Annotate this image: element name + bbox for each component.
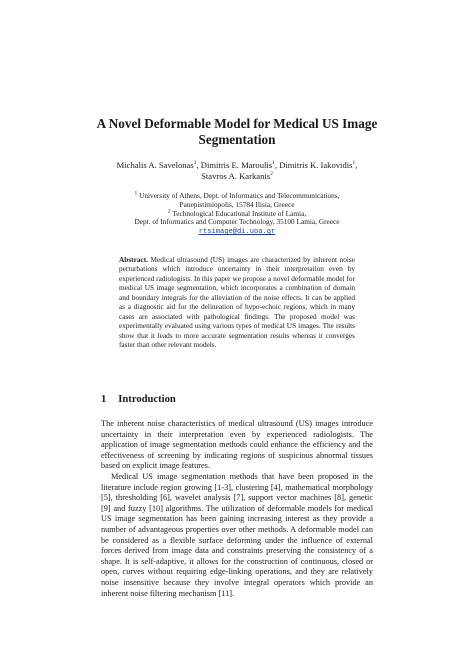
contact-email-link[interactable]: rtsimage@di.uoa.gr [198, 228, 276, 237]
section-heading [101, 394, 176, 405]
affiliation-2-line-1: Technological Educational Institute of Lamia, [172, 208, 307, 218]
author-name: Dimitris K. Iakovidis [279, 160, 353, 170]
affiliation-2-line-2: Dept. of Informatics and Computer Technology, 35100 Lamia, Greece [134, 217, 340, 227]
abstract-text: Medical ultrasound (US) images are characterized by inherent noise perturbations which introduce uncertainty in their interpretation even by experienced radiologists. In this paper we propose a novel deformable model for medical US image segmentation, which incorporates a combination of domain and boundary integrals for the alleviation of the noise effects. It can be applied as a diagnostic aid for the delineation of hypo-echoic regions, which in many cases are associated with pathological findings. The proposed model was experimentally evaluated using various types of medical US images. The results show that it leads to more accurate segmentation results whereas it converges faster than other relevant models. [119, 255, 355, 350]
abstract-label: Abstract. [119, 255, 148, 264]
author-name: Michalis A. Savelonas [116, 160, 194, 170]
author-affiliation-mark: 1 [272, 160, 275, 167]
author-list: Michalis A. Savelonas$^1$, Dimitris E. Maroulis$^1$, Dimitris K. Iakovidis$^1$, Stavros A. Karkanis$^2$ [116, 160, 358, 181]
paper-title: A Novel Deformable Model for Medical US Image Segmentation [96, 116, 378, 147]
author-affiliation-mark: 2 [270, 171, 273, 178]
affiliation-1-line-2: Panepistimiopolis, 15784 Ilisia, Greece [179, 199, 295, 209]
author-affiliation-mark: 1 [352, 160, 356, 167]
author-name: Dimitris E. Maroulis [200, 160, 273, 170]
affiliation-mark: 1 [134, 190, 138, 197]
affiliation-1-line-1: University of Athens, Dept. of Informatics and Telecommunications, [139, 191, 340, 200]
affiliation-mark: 2 [167, 208, 171, 215]
affiliations [90, 192, 384, 237]
paragraph: Medical US image segmentation methods that have been proposed in the literature include region growing [1-3], clustering [4], mathematical morphology [5], thresholding [6], wavelet analysis [7], support vector machines [8], genetic [9] and fuzzy [10] algorithms. The utilization of deformable models for medical US image segmentation has been gaining increasing interest as they provide a number of advantageous properties over other methods. A deformable model can be considered as a flexible surface deforming under the influence of external forces derived from image data and constraints preserving the consistency of a shape. It is self-adaptive, it allows for the construction of continuous, closed or open, curves without requiring edge-linking operations, and they are relatively noise insensitive because they involve integral operators which provide an inherent noise filtering mechanism [11]. [101, 471, 373, 598]
section-title: Introduction [118, 394, 176, 405]
author-affiliation-mark: 1 [193, 160, 197, 167]
section-number: 1 [101, 394, 107, 405]
abstract [119, 255, 355, 350]
author-name: Stavros A. Karkanis [201, 171, 271, 181]
section-body [101, 419, 373, 599]
paragraph: The inherent noise characteristics of medical ultrasound (US) images introduce uncertainty in their interpretation even by experienced radiologists. The application of image segmentation methods could enhance the efficiency and the effectiveness of screening by indicating regions of suspicious abnormal tissues based on explicit image features. [101, 419, 373, 471]
